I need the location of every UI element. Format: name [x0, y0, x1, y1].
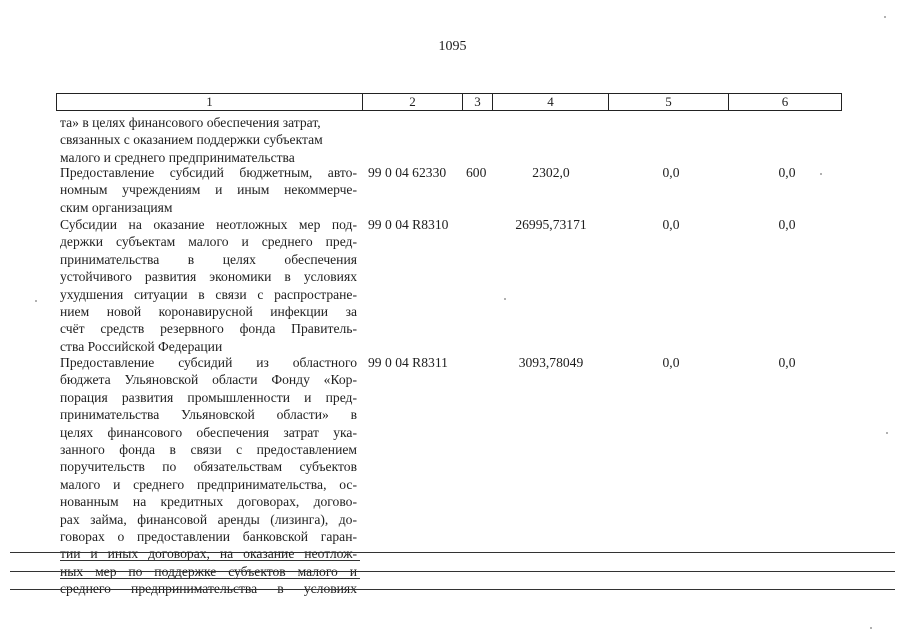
row-value-5: 0,0 [662, 165, 680, 180]
row-description [60, 354, 357, 598]
row-value: 3093,78049 [518, 355, 584, 370]
description-line: устойчивого развития экономики в условиях [60, 269, 357, 285]
description-line: Субсидии на оказание неотложных мер под- [60, 217, 357, 232]
strikethrough-line [60, 578, 360, 579]
description-line: тии и иных договорах, на оказание неотлож- [60, 546, 357, 562]
scan-speck [870, 627, 872, 629]
description-line: нованным на кредитных договорах, догово- [60, 494, 357, 510]
description-line: номным учреждениям и иным некоммерче- [60, 182, 357, 198]
row-code: 99 0 04 R8311 [368, 355, 448, 370]
cut-line [10, 552, 895, 553]
row-description [60, 164, 357, 216]
description-line: держки субъектам малого и среднего пред- [60, 234, 357, 250]
row-description [60, 216, 357, 355]
scan-speck [820, 173, 822, 175]
description-line: счёт средств резервного фонда Правитель- [60, 321, 357, 337]
description-line: рах займа, финансовой аренды (лизинга), до- [60, 511, 357, 527]
row-description [60, 114, 357, 166]
table-header [56, 93, 842, 111]
header-col-4: 4 [493, 94, 609, 110]
description-line: связанных с оказанием поддержки субъектам [60, 132, 323, 148]
scan-speck [504, 298, 506, 300]
header-col-3: 3 [463, 94, 493, 110]
scan-speck [35, 300, 37, 302]
description-line: порация развития промышленности и пред- [60, 389, 357, 405]
description-line: принимательства в целях обеспечения [60, 251, 357, 267]
description-line: среднего предпринимательства в условиях [60, 581, 357, 597]
header-col-5: 5 [609, 94, 729, 110]
description-line: Предоставление субсидий из областного [60, 355, 357, 370]
description-line: ухудшения ситуации в связи с распростране- [60, 286, 357, 302]
description-line: принимательства Ульяновской области» в [60, 407, 357, 423]
row-value-6: 0,0 [778, 355, 796, 370]
description-line: малого и среднего предпринимательства, ос- [60, 476, 357, 492]
description-line: занного фонда в связи с предоставлением [60, 442, 357, 458]
row-value: 2302,0 [532, 165, 570, 180]
cut-line [10, 589, 895, 590]
header-col-6: 6 [781, 94, 789, 109]
description-line: малого и среднего предпринимательства [60, 149, 295, 165]
page-number: 1095 [438, 39, 467, 54]
row-value-5: 0,0 [662, 355, 680, 370]
description-line: ства Российской Федерации [60, 338, 223, 354]
row-value-5: 0,0 [662, 217, 680, 232]
description-line: нием новой коронавирусной инфекции за [60, 304, 357, 320]
header-col-2: 2 [363, 94, 463, 110]
header-col-1: 1 [57, 94, 363, 110]
row-value: 26995,73171 [515, 217, 587, 232]
scan-speck [884, 16, 886, 18]
row-type: 600 [466, 165, 487, 180]
description-line: ных мер по поддержке субъектов малого и [60, 563, 357, 579]
row-value-6: 0,0 [778, 165, 796, 180]
row-value-6: 0,0 [778, 217, 796, 232]
row-code: 99 0 04 62330 [368, 165, 447, 180]
description-line: Предоставление субсидий бюджетным, авто- [60, 165, 357, 180]
description-line: говорах о предоставлении банковской гаран- [60, 529, 357, 545]
cut-line [10, 571, 895, 572]
row-code: 99 0 04 R8310 [368, 217, 449, 232]
description-line: та» в целях финансового обеспечения затрат, [60, 115, 321, 130]
scan-speck [886, 432, 888, 434]
description-line: ским организациям [60, 199, 173, 215]
description-line: бюджета Ульяновской области Фонду «Кор- [60, 372, 357, 388]
strikethrough-line [60, 560, 360, 561]
description-line: поручительств по обязательствам субъектов [60, 459, 357, 475]
description-line: целях финансового обеспечения затрат ука- [60, 424, 357, 440]
